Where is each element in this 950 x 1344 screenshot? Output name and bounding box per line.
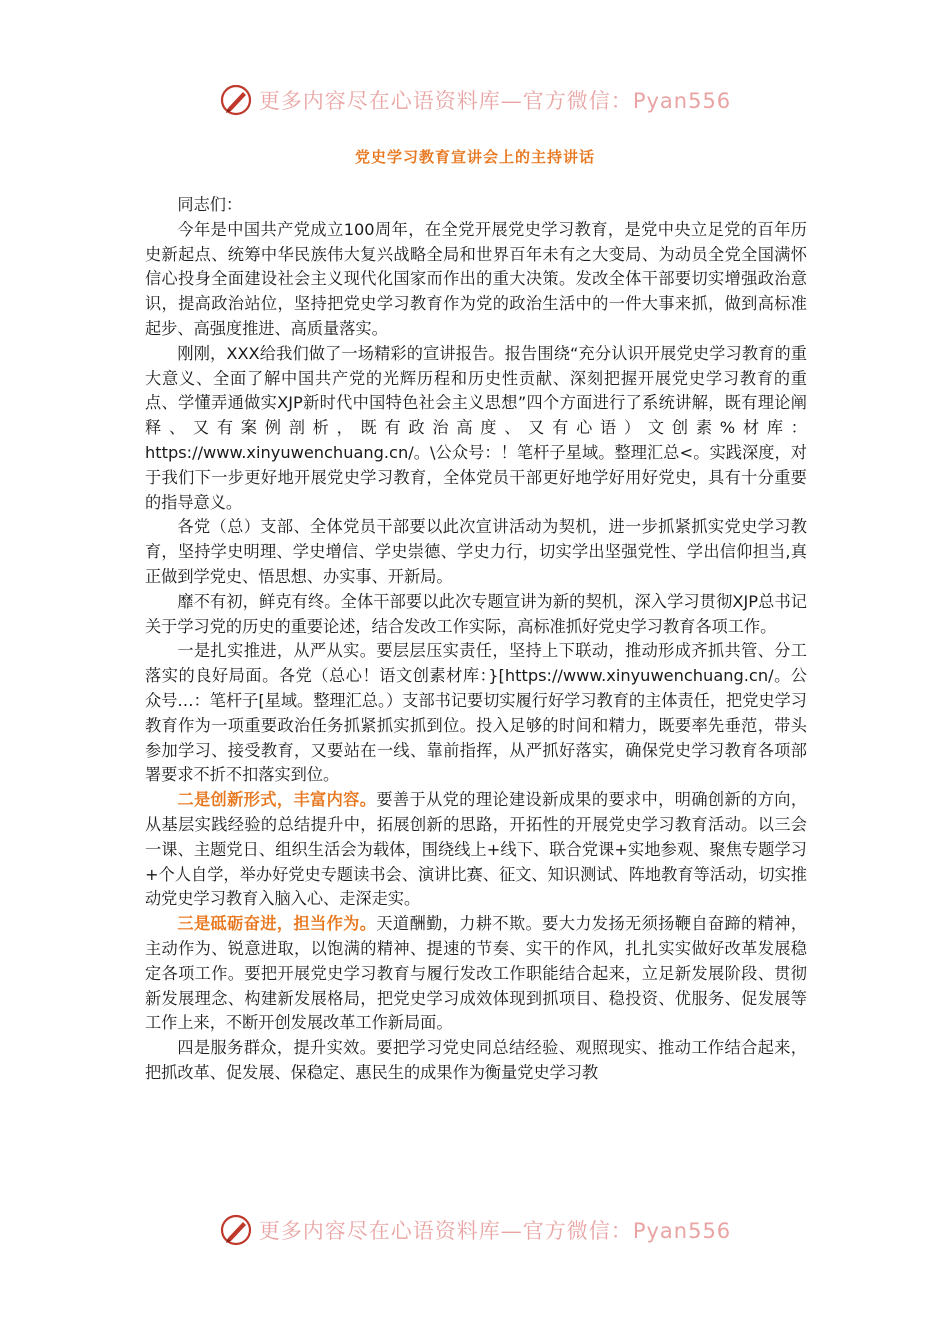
paragraph: 今年是中国共产党成立100周年，在全党开展党史学习教育，是党中央立足党的百年历史新起点、统筹中华民族伟大复兴战略全局和世界百年未有之大变局、为动员全党全国满怀信心投身全面建设社会主义现代化国家而作出的重大决策。发改全体干部要切实增强政治意识，提高政治站位，坚持把党史学习教育作为党的政治生活中的一件大事来抓，做到高标准起步、高强度推进、高质量落实。 — [145, 219, 807, 338]
greeting: 同志们： — [177, 195, 243, 214]
point-2-heading: 二是创新形式，丰富内容。 — [177, 790, 377, 810]
paragraph-point-2 — [145, 788, 807, 912]
paragraph-point-3 — [145, 912, 807, 1036]
paragraph-point-4: 四是服务群众，提升实效。要把学习党史同总结经验、观照现实、推动工作结合起来，把抓改革、促发展、保稳定、惠民生的成果作为衡量党史学习教 — [145, 1038, 807, 1082]
banner-wechat-id: Pyan556 — [632, 89, 732, 113]
paragraph: 刚刚，XXX给我们做了一场精彩的宣讲报告。报告围绕“充分认识开展党史学习教育的重大意义、全面了解中国共产党的光辉历程和历史性贡献、深刻把握开展党史学习教育的重点、学懂弄通做实XJP新时代中国特色社会主义思想”四个方面进行了系统讲解，既有理论阐释、又有案例剖析，既有政治高度、又有心语）文创素%材库：https://www.xinyuwenchuang.cn/。\公众号：！笔杆子星域。整理汇总<。实践深度，对于我们下一步更好地开展党史学习教育，全体党员干部更好地学好用好党史，具有十分重要的指导意义。 — [145, 343, 807, 512]
point-3-heading: 三是砥砺奋进，担当作为。 — [177, 914, 377, 934]
banner-text: 更多内容尽在心语资料库—官方微信：Pyan556 — [258, 89, 732, 113]
pen-logo-icon — [219, 83, 253, 117]
footer-banner — [0, 1210, 950, 1250]
point-3-body: 天道酬勤，力耕不欺。要大力发扬无须扬鞭自奋蹄的精神，主动作为、锐意进取，以饱满的精神、提速的节奏、实干的作风，扎扎实实做好改革发展稳定各项工作。要把开展党史学习教育与履行发改工作职能结合起来，立足新发展阶段、贯彻新发展理念、构建新发展格局，把党史学习成效体现到抓项目、稳投资、优服务、促发展等工作上来，不断开创发展改革工作新局面。 — [145, 914, 808, 1033]
document-body — [145, 193, 807, 1086]
banner-wechat-id: Pyan556 — [632, 1219, 732, 1243]
paragraph: 靡不有初，鲜克有终。全体干部要以此次专题宣讲为新的契机，深入学习贯彻XJP总书记关于学习党的历史的重要论述，结合发改工作实际，高标准抓好党史学习教育各项工作。 — [145, 591, 807, 636]
document-title: 党史学习教育宣讲会上的主持讲话 — [354, 148, 595, 166]
pen-logo-icon — [219, 1213, 253, 1247]
paragraph: 各党（总）支部、全体党员干部要以此次宣讲活动为契机，进一步抓紧抓实党史学习教育，坚持学史明理、学史增信、学史崇德、学史力行，切实学出坚强党性、学出信仰担当,真正做到学党史、悟思想、办实事、开新局。 — [145, 517, 807, 586]
banner-text: 更多内容尽在心语资料库—官方微信：Pyan556 — [258, 1219, 732, 1243]
paragraph: 一是扎实推进，从严从实。要层层压实责任，坚持上下联动，推动形成齐抓共管、分工落实的良好局面。各党（总心！语文创素材库：}[https://www.xinyuwenchuang.cn/。公众号…：笔杆子[星域。整理汇总。）支部书记要切实履行好学习教育的主体责任，把党史学习教育作为一项重要政治任务抓紧抓实抓到位。投入足够的时间和精力，既要率先垂范，带头参加学习、接受教育，又要站在一线、靠前指挥，从严抓好落实，确保党史学习教育各项部署要求不折不扣落实到位。 — [145, 641, 807, 785]
header-banner — [0, 80, 950, 120]
point-2-body: 要善于从党的理论建设新成果的要求中，明确创新的方向，从基层实践经验的总结提升中，拓展创新的思路，开拓性的开展党史学习教育活动。以三会一课、主题党日、组织生活会为载体，围绕线上+线下、联合党课+实地参观、聚焦专题学习+个人自学，举办好党史专题读书会、演讲比赛、征文、知识测试、阵地教育等活动，切实推动党史学习教育入脑入心、走深走实。 — [145, 790, 808, 909]
